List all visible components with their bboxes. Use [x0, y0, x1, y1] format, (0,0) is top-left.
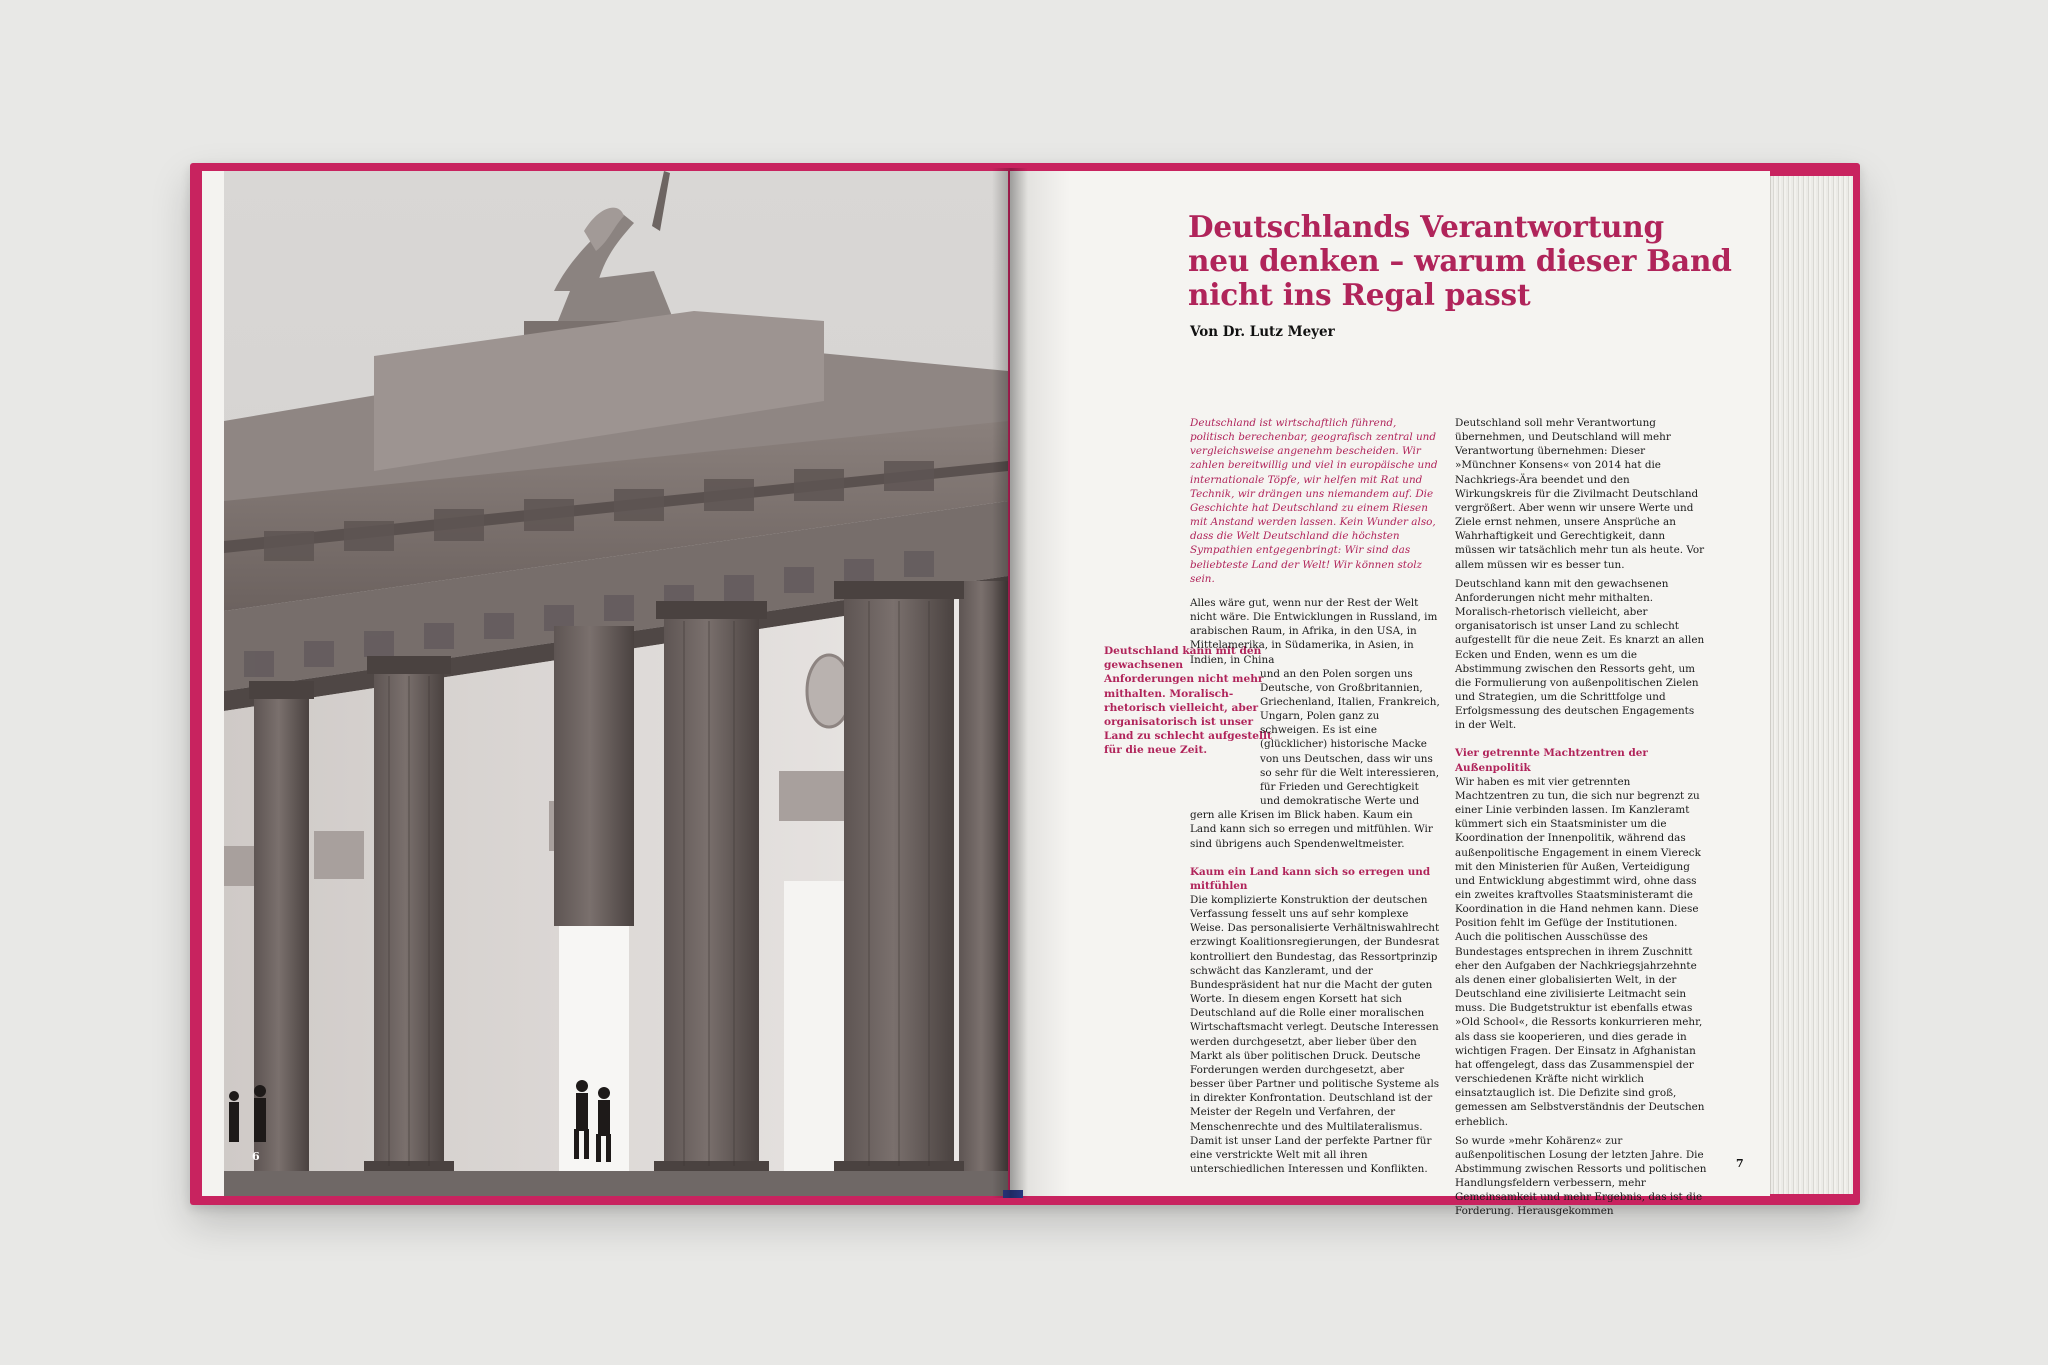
book-gutter [992, 168, 1028, 1198]
title-line-3: nicht ins Regal passt [1188, 277, 1531, 312]
col2-paragraph-3: Wir haben es mit vier getrennten Machtzentren zu tun, die sich nur begrenzt zu einer Linie verbinden lassen. Im Kanzleramt kümmert sich ein Staatsminister um die Koordination der Innenpolitik, während das außenpolitische Engagement in einem Viereck mit den Ministerien für Außen, Verteidigung und Entwicklung abgestimmt wird, ohne dass ein zweites kraftvolles Staatsministeramt die Koordination in die Hand nehmen kann. Diese Position fehlt im Gefüge der Institutionen. Auch die politischen Ausschüsse des Bundestages entsprechen in ihrem Zuschnitt eher den Aufgaben der Nachkriegsjahrzehnte als denen einer globalisierten Welt, in der Deutschland eine zivilisierte Leitmacht sein muss. Die Budgetstruktur ist ebenfalls etwas »Old School«, die Ressorts konkurrieren mehr, als dass sie kooperieren, und dies gerade in wichtigen Fragen. Der Einsatz in Afghanistan hat offengelegt, dass das Zusammenspiel der verschiedenen Kräfte nicht wirklich einsatztauglich ist. Die Defizite sind groß, gemessen am Selbstverständnis der Deutschen erheblich. [1455, 775, 1705, 1128]
paragraph-1-end: und demokratische Werte und gern alle Krisen im Blick haben. Kaum ein Land kann sich so erregen und mitfühlen. Wir sind übrigens auch Spendenweltmeister. [1190, 795, 1433, 850]
col2-paragraph-2: Deutschland kann mit den gewachsenen Anforderungen nicht mehr mithalten. Moralisch-rhetorisch vielleicht, aber organisatorisch ist unser Land zu schlecht aufgestellt für die neue Zeit. Es knarzt an allen Ecken und Enden, wenn es um die Abstimmung zwischen den Ressorts geht, um die Formulierung von außenpolitischen Zielen und Strategien, um die Schrittfolge und Erfolgsmessung des deutschen Engagements in der Welt. [1455, 577, 1705, 732]
text-column-2 [1455, 416, 1707, 1224]
text-column-1 [1190, 416, 1440, 1181]
pull-quote-space [1180, 667, 1260, 801]
paragraph-1-wrap: und an den Polen sorgen uns Deutsche, von Großbritannien, Griechenland, Italien, Frankreich, Ungarn, Polen ganz zu schweigen. Es ist eine (glücklicher) historische Macke von uns Deutschen, dass wir uns so sehr für die Welt interessieren, für Frieden und Gerechtigkeit [1260, 667, 1440, 793]
pull-quote: Deutschland kann mit den gewachsenen Anforderungen nicht mehr mithalten. Moralisch-rhetorisch vielleicht, aber organisatorisch ist unser Land zu schlecht aufgestellt für die neue Zeit. [1104, 645, 1272, 757]
brandenburg-gate-photo [224, 171, 1008, 1196]
page-edges [1770, 176, 1853, 1194]
lede-paragraph: Deutschland ist wirtschaftlich führend, politisch berechenbar, geografisch zentral und vergleichsweise angenehm bescheiden. Wir zahlen bereitwillig und viel in europäische und internationale Töpfe, wir helfen mit Rat und Technik, wir drängen uns niemandem auf. Die Geschichte hat Deutschland zu einem Riesen mit Anstand werden lassen. Kein Wunder also, dass die Welt Deutschland die höchsten Sympathien entgegenbringt: Wir sind das beliebteste Land der Welt! Wir können stolz sein. [1190, 417, 1438, 585]
paragraph-2: Die komplizierte Konstruktion der deutschen Verfassung fesselt uns auf sehr komplexe Weise. Das personalisierte Verhältniswahlrecht erzwingt Koalitionsregierungen, der Bundesrat kontrolliert den Bundestag, das Ressortprinzip schwächt das Kanzleramt, und der Bundespräsident hat nur die Macht der guten Worte. In diesem engen Korsett hat sich Deutschland auf die Rolle einer moralischen Wirtschaftsmacht verlegt. Deutsche Interessen werden durchgesetzt, aber lieber über den Markt als über politischen Druck. Deutsche Forderungen werden durchgesetzt, aber besser über Partner und politische Systeme als in direkter Konfrontation. Deutschland ist der Meister der Regeln und Verfahren, der Menschenrechte und des Multilateralismus. Damit ist unser Land der perfekte Partner für eine verstrickte Welt mit all ihren unterschiedlichen Interessen und Konflikten. [1190, 894, 1440, 1175]
col2-paragraph-1: Deutschland soll mehr Verantwortung übernehmen, und Deutschland will mehr Verantwortung übernehmen: Dieser »Münchner Konsens« von 2014 hat die Nachkriegs-Ära beendet und den Wirkungskreis für die Zivilmacht Deutschland vergrößert. Aber wenn wir unsere Werte und Ziele ernst nehmen, unsere Ansprüche an Wahrhaftigkeit und Gerechtigkeit, dann müssen wir tatsächlich mehr tun als heute. Vor allem müssen wir es besser tun. [1455, 417, 1705, 571]
subheading-1: Kaum ein Land kann sich so erregen und mitfühlen [1190, 865, 1431, 892]
page-number-right: 7 [1736, 1157, 1744, 1170]
page-number-left: 6 [252, 1150, 260, 1163]
title-line-1: Deutschlands Verantwortung [1188, 209, 1664, 244]
author-byline: Von Dr. Lutz Meyer [1190, 324, 1335, 340]
paragraph-1-top: Alles wäre gut, wenn nur der Rest der Welt nicht wäre. Die Entwicklungen in Russland, im arabischen Raum, in Afrika, in den USA, in Mittelamerika, in Südamerika, in Asien, in Indien, in China [1190, 596, 1438, 666]
title-line-2: neu denken – warum dieser Band [1188, 243, 1732, 278]
left-page [202, 171, 1008, 1196]
subheading-2: Vier getrennte Machtzentren der Außenpolitik [1455, 747, 1648, 774]
article-title [1188, 209, 1732, 312]
col2-paragraph-4: So wurde »mehr Kohärenz« zur außenpolitischen Losung der letzten Jahre. Die Abstimmung zwischen Ressorts und politischen Handlungsfeldern verbessern, mehr Gemeinsamkeit und mehr Ergebnis, das ist die Forderung. Herausgekommen [1455, 1134, 1707, 1218]
